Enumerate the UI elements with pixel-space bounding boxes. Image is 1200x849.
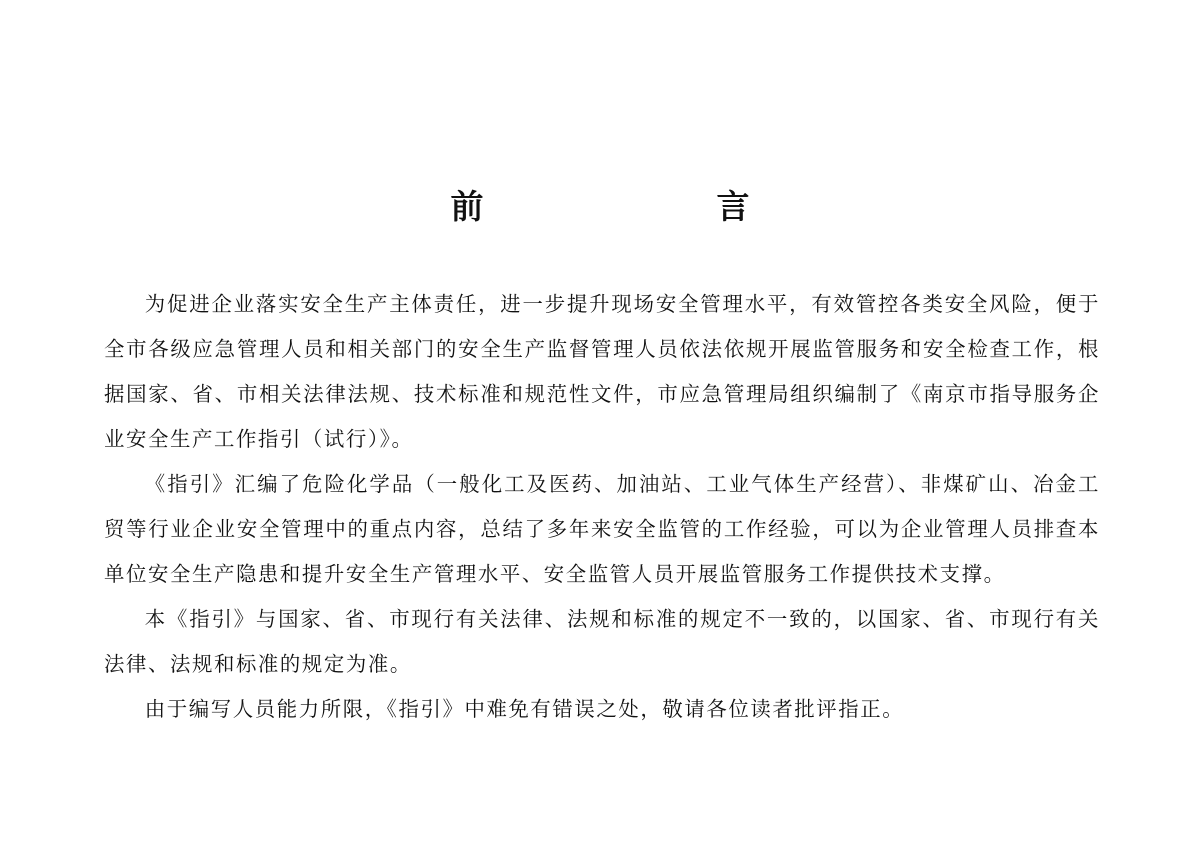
paragraph-4: 由于编写人员能力所限，《指引》中难免有错误之处，敬请各位读者批评指正。: [144, 697, 905, 721]
paragraph-3: 本《指引》与国家、省、市现行有关法律、法规和标准的规定不一致的，以国家、省、市现行有关法律、法规和标准的规定为准。: [104, 607, 1100, 676]
page-title: 前 言: [450, 187, 850, 226]
paragraph-2: 《指引》汇编了危险化学品（一般化工及医药、加油站、工业气体生产经营）、非煤矿山、冶金工贸等行业企业安全管理中的重点内容，总结了多年来安全监管的工作经验，可以为企业管理人员排查本单位安全生产隐患和提升安全生产管理水平、安全监管人员开展监管服务工作提供技术支撑。: [104, 472, 1100, 586]
preface-body: [104, 282, 1100, 732]
paragraph-1: 为促进企业落实安全生产主体责任，进一步提升现场安全管理水平，有效管控各类安全风险，便于全市各级应急管理人员和相关部门的安全生产监督管理人员依法依规开展监管服务和安全检查工作，根据国家、省、市相关法律法规、技术标准和规范性文件，市应急管理局组织编制了《南京市指导服务企业安全生产工作指引（试行）》。: [104, 292, 1100, 451]
